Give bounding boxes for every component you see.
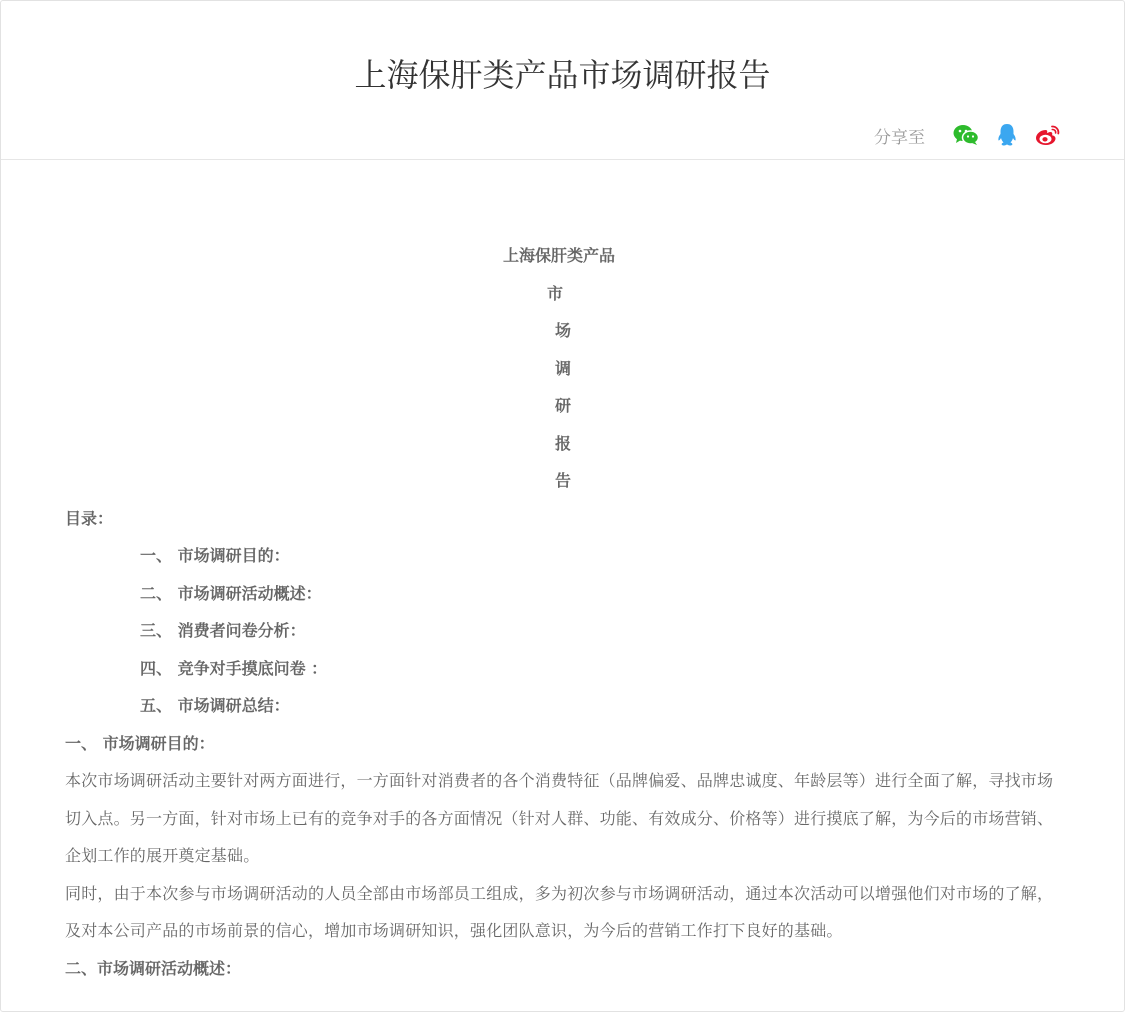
- weibo-icon[interactable]: [1034, 121, 1062, 149]
- toc-item: 四、 竞争对手摸底问卷 ：: [140, 658, 328, 678]
- toc-item: 一、 市场调研目的：: [140, 546, 290, 565]
- section-heading: 一、 市场调研目的：: [65, 733, 215, 753]
- doc-title-line: 调: [555, 358, 572, 378]
- article-header: [1, 1, 1124, 160]
- doc-title-line: 市: [547, 283, 564, 303]
- share-bar: [874, 120, 1062, 150]
- toc-label: 目录：: [65, 508, 114, 528]
- doc-title-line: 告: [555, 471, 572, 490]
- share-label: 分享至: [874, 127, 925, 148]
- wechat-icon[interactable]: [952, 121, 980, 149]
- page-title: 上海保肝类产品市场调研报告: [354, 56, 771, 94]
- doc-title-line: 上海保肝类产品: [503, 246, 616, 265]
- toc-item: 五、 市场调研总结：: [140, 696, 290, 715]
- doc-title-line: 场: [555, 321, 572, 340]
- paragraph: 同时，由于本次参与市场调研活动的人员全部由市场部员工组成，多为初次参与市场调研活动，通过本次活动可以增强他们对市场的了解，及对本公司产品的市场前景的信心，增加市场调研知识，强化团队意识，为今后的营销工作打下良好的基础。: [65, 883, 1054, 940]
- qq-icon[interactable]: [993, 121, 1021, 149]
- toc-item: 三、 消费者问卷分析：: [140, 621, 306, 640]
- article-body: [65, 237, 1065, 987]
- doc-title-line: 研: [555, 396, 572, 415]
- doc-title-line: 报: [555, 433, 572, 453]
- section-heading: 二、市场调研活动概述：: [65, 958, 242, 978]
- paragraph: 本次市场调研活动主要针对两方面进行，一方面针对消费者的各个消费特征（品牌偏爱、品牌忠诚度、年龄层等）进行全面了解，寻找市场切入点。另一方面，针对市场上已有的竞争对手的各方面情况（针对人群、功能、有效成分、价格等）进行摸底了解，为今后的市场营销、企划工作的展开奠定基础。: [65, 771, 1054, 865]
- toc-item: 二、 市场调研活动概述：: [140, 583, 322, 603]
